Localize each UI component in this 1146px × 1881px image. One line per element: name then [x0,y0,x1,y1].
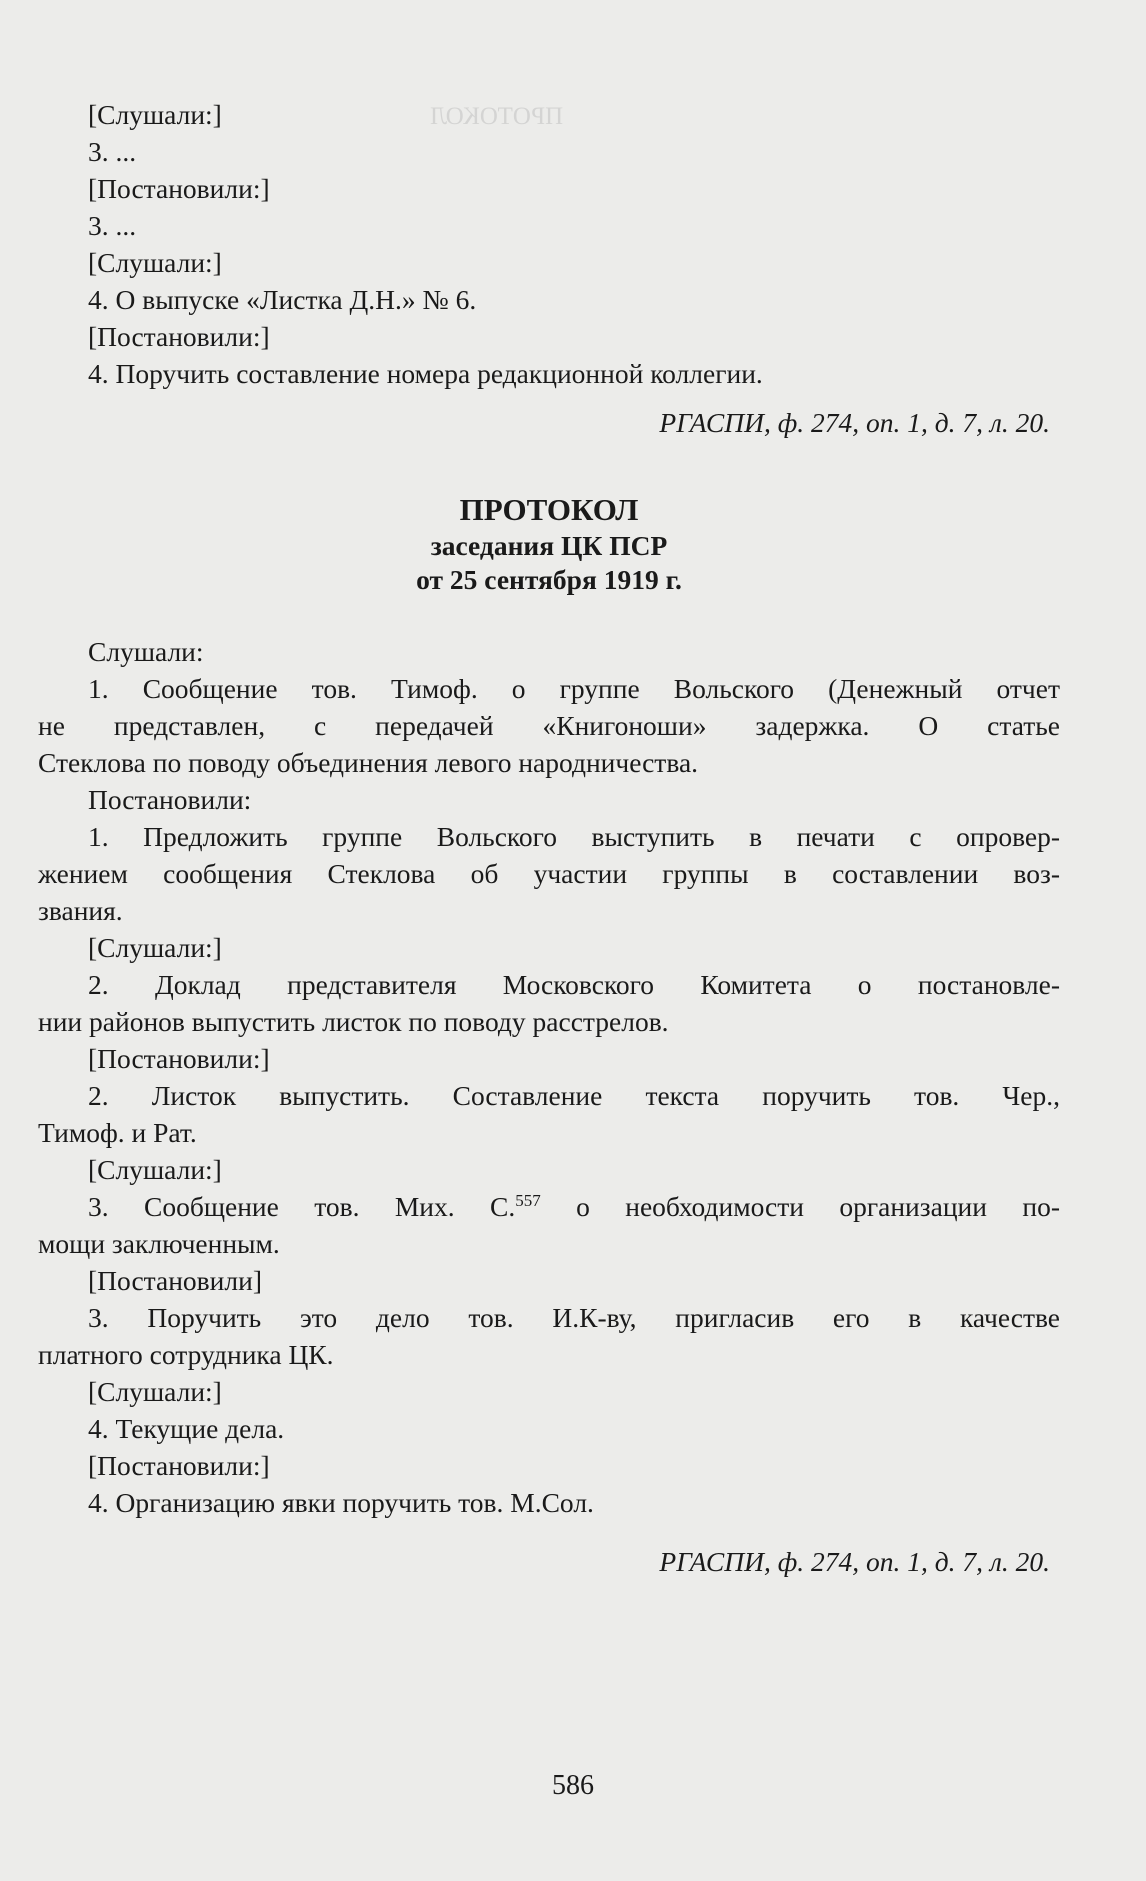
resolved-item: 4. Поручить составление номера редакционной коллегии. [88,358,763,389]
show-through-texture: ПРОТОКОЛ [430,103,564,130]
heard-item-line: 1. Сообщение тов. Тимоф. о группе Вольского (Денежный отчет [88,673,1060,704]
heard-item-line: Стеклова по поводу объединения левого народничества. [38,747,699,778]
resolved-item-line: платного сотрудника ЦК. [38,1339,334,1370]
resolved-label: [Постановили:] [88,1043,270,1074]
protocol-fragment-top [38,96,1060,441]
archive-source: РГАСПИ, ф. 274, оп. 1, д. 7, л. 20. [659,407,1050,438]
protocol-main-body [38,633,1060,1580]
protocol-date: от 25 сентября 1919 г. [416,564,682,595]
heard-item-text: о необходимости организации по- [540,1191,1060,1222]
heard-item: 4. О выпуске «Листка Д.Н.» № 6. [88,284,477,315]
heard-label: [Слушали:] [88,99,222,130]
resolved-item-line: Тимоф. и Рат. [38,1117,197,1148]
heard-item-line [38,1188,1060,1225]
protocol-subtitle: заседания ЦК ПСР [430,530,668,561]
resolved-label: [Постановили:] [88,1450,270,1481]
heard-item-line: мощи заключенным. [38,1228,280,1259]
heard-item-line: не представлен, с передачей «Книгоноши» задержка. О статье [38,710,1060,741]
resolved-label: [Постановили:] [88,173,270,204]
resolved-label: Постановили: [88,784,252,815]
resolved-item-line: 1. Предложить группе Вольского выступить в печати с опровер- [88,821,1060,852]
heard-item-text: 3. Сообщение тов. Мих. С. [88,1191,516,1222]
resolved-item-line: 2. Листок выпустить. Составление текста поручить тов. Чер., [88,1080,1060,1111]
page-number: 586 [552,1770,594,1801]
protocol-heading [38,491,1060,597]
heard-item-line: 2. Доклад представителя Московского Комитета о постановле- [88,969,1060,1000]
heard-label: [Слушали:] [88,932,222,963]
resolved-label: [Постановили] [88,1265,262,1296]
resolved-item-line: жением сообщения Стеклова об участии группы в составлении воз- [38,858,1060,889]
resolved-item-line: 3. Поручить это дело тов. И.К-ву, пригласив его в качестве [88,1302,1060,1333]
page-body [38,96,1060,1580]
archive-source: РГАСПИ, ф. 274, оп. 1, д. 7, л. 20. [659,1546,1050,1577]
heard-label: Слушали: [88,636,204,667]
protocol-title: ПРОТОКОЛ [459,492,639,527]
heard-label: [Слушали:] [88,1154,222,1185]
resolved-item-line: звания. [38,895,123,926]
heard-item-line: 4. Текущие дела. [88,1413,285,1444]
heard-item: 3. ... [88,136,137,167]
heard-label: [Слушали:] [88,247,222,278]
resolved-item: 3. ... [88,210,137,241]
footnote-marker: 557 [515,1190,541,1210]
heard-label: [Слушали:] [88,1376,222,1407]
resolved-label: [Постановили:] [88,321,270,352]
heard-item-line: нии районов выпустить листок по поводу расстрелов. [38,1006,669,1037]
resolved-item-line: 4. Организацию явки поручить тов. М.Сол. [88,1487,594,1518]
